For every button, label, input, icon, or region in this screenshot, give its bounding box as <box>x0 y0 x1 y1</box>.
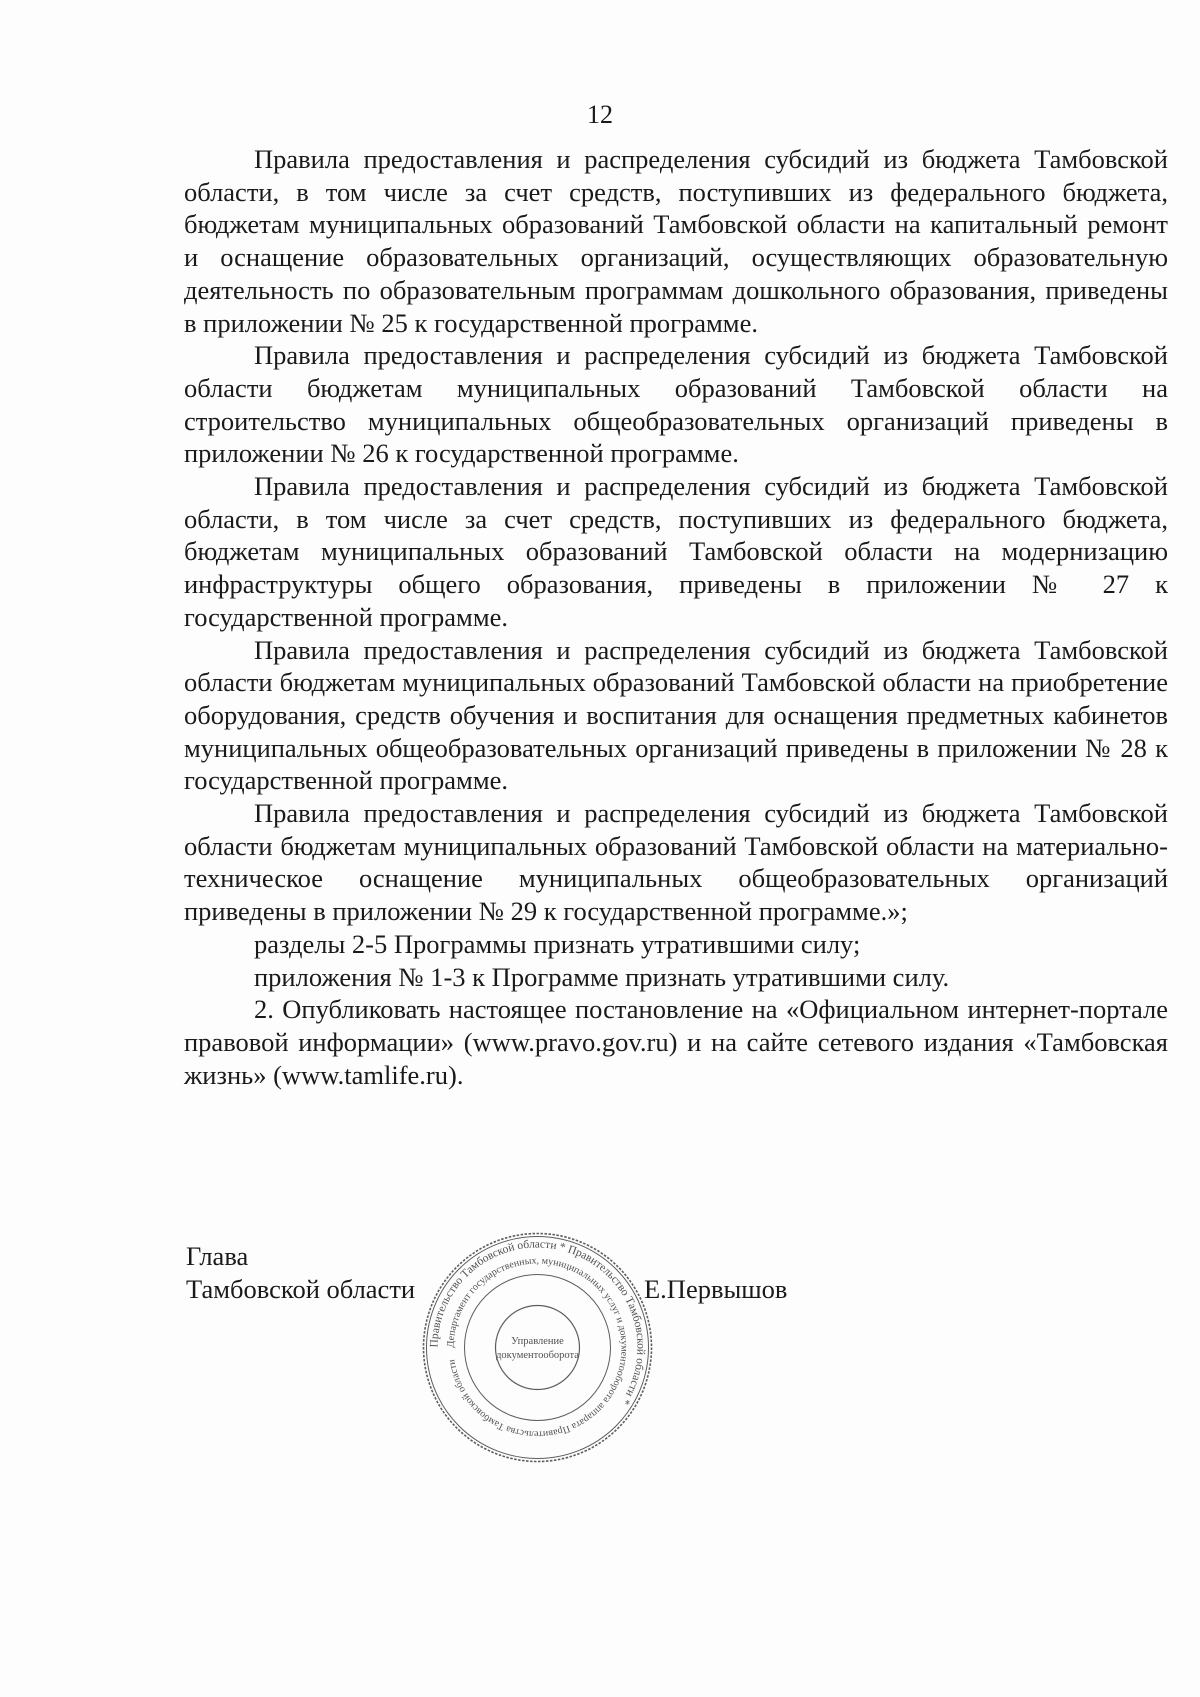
signer-title-line2: Тамбовской области <box>186 1274 416 1304</box>
official-seal-stamp <box>420 1230 655 1465</box>
seal-outer-text: Правительство Тамбовской области * Правительство Тамбовской области * <box>428 1238 647 1407</box>
paragraph-appendix-28: Правила предоставления и распределения субсидий из бюджета Тамбовской области бюджетам муниципальных образований Тамбовской области на приобретение оборудования, средств обучения и воспитания для оснащения предметных кабинетов муниципальных общеобразовательных организаций приведены в приложении № 28 к государственной программе. <box>184 634 1168 796</box>
seal-center-line1: Управление <box>511 1336 564 1347</box>
signature-block <box>186 1240 415 1306</box>
paragraph-publish: 2. Опубликовать настоящее постановление на «Официальном интернет-портале правовой информации» (www.pravo.gov.ru) и на сайте сетевого издания «Тамбовская жизнь» (www.tamlife.ru). <box>184 994 1168 1090</box>
paragraph-appendix-29: Правила предоставления и распределения субсидий из бюджета Тамбовской области бюджетам муниципальных образований Тамбовской области на материально-техническое оснащение муниципальных общеобразовательных организаций приведены в приложении № 29 к государственной программе.»; <box>184 798 1168 927</box>
seal-inner-text: Департамент государственных, муниципальных услуг и документооборота аппарата Правительства Тамбовской области <box>445 1255 630 1440</box>
paragraph-appendix-27: Правила предоставления и распределения субсидий из бюджета Тамбовской области, в том числе за счет средств, поступивших из федерального бюджета, бюджетам муниципальных образований Тамбовской области на модернизацию инфраструктуры общего образования, приведены в приложении № 27 к государственной программе. <box>184 471 1168 632</box>
page-number: 12 <box>587 100 613 129</box>
paragraph-appendix-25: Правила предоставления и распределения субсидий из бюджета Тамбовской области, в том числе за счет средств, поступивших из федерального бюджета, бюджетам муниципальных образований Тамбовской области на капитальный ремонт и оснащение образовательных организаций, осуществляющих образовательную деятельность по образовательным программам дошкольного образования, приведены в приложении № 25 к государственной программе. <box>184 144 1168 338</box>
paragraph-appendices-void: приложения № 1-3 к Программе признать утратившими силу. <box>254 961 950 992</box>
paragraph-appendix-26: Правила предоставления и распределения субсидий из бюджета Тамбовской области бюджетам муниципальных образований Тамбовской области на строительство муниципальных общеобразовательных организаций приведены в приложении № 26 к государственной программе. <box>184 340 1168 469</box>
paragraph-sections-void: разделы 2-5 Программы признать утратившими силу; <box>254 928 861 959</box>
seal-center-line2: документооборота <box>496 1350 579 1361</box>
seal-graphic <box>420 1230 655 1465</box>
document-body <box>184 143 1168 1091</box>
signer-title-line1: Глава <box>186 1241 249 1271</box>
signer-name: Е.Первышов <box>644 1274 788 1304</box>
